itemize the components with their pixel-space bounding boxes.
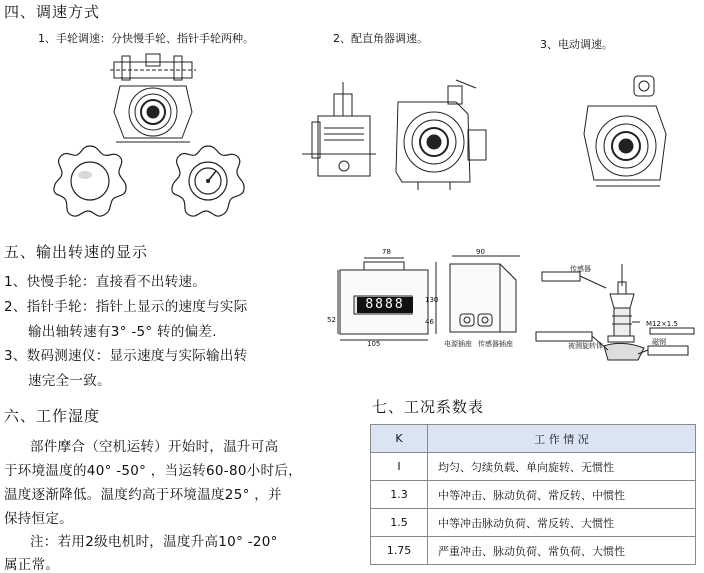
humidity-line-3: 温度逐渐降低。温度约高于环境温度25° ，并 [4,487,282,503]
display-line-1: 1、快慢手轮：直接看不出转速。 [4,274,207,290]
electric-drive-drawing [580,74,676,194]
dim-130: 130 [425,296,439,304]
tachometer-back-drawing [438,250,524,346]
header-condition: 工 作 情 况 [428,425,696,453]
section7-title: 七、工况系数表 [372,398,485,416]
digit-display: 8888 [357,297,413,313]
dim-90: 90 [476,248,485,256]
dim-52: 52 [327,316,336,324]
display-line-4: 3、数码测速仪：显示速度与实际输出转 [4,348,248,364]
display-line-2: 2、指针手轮：指针上显示的速度与实际 [4,299,248,315]
slow-handwheel-knob [52,143,128,219]
label-sensor: 传感器 [570,265,591,273]
method-electric: 3、电动调速。 [540,38,613,51]
dim-46: 46 [425,318,434,326]
cell-k: 1.3 [371,481,428,509]
table-row [371,453,696,481]
section6-title: 六、工作湿度 [4,407,101,425]
cell-condition: 严重冲击、脉动负荷、常负荷、大惯性 [428,537,696,565]
table-header-row [371,425,696,453]
cell-condition: 中等冲击、脉动负荷、常反转、中惯性 [428,481,696,509]
label-magnet: 磁钢 [652,338,666,346]
method-right-angle: 2、配直角器调速。 [333,32,428,45]
display-line-5: 速完全一致。 [28,373,111,389]
humidity-line-4: 保持恒定。 [4,511,73,527]
dim-78: 78 [382,248,391,256]
table-row [371,537,696,565]
table-row [371,481,696,509]
humidity-line-1: 部件摩合（空机运转）开始时，温升可高 [30,439,279,455]
humidity-line-2: 于环境温度的40° -50° ，当运转60-80小时后， [4,463,302,479]
label-power-socket: 电源插座 [444,340,472,348]
service-factor-table [370,424,696,565]
cell-condition: 中等冲击脉动负荷、常反转、大惯性 [428,509,696,537]
humidity-line-5: 注：若用2级电机时，温度升高10° -20° [30,534,278,550]
cell-k: 1.5 [371,509,428,537]
label-sensor-socket: 传感器插座 [478,340,513,348]
table-row [371,509,696,537]
cell-k: I [371,453,428,481]
cell-condition: 均匀、匀续负载、单向旋转、无惯性 [428,453,696,481]
method-handwheel: 1、手轮调速：分快慢手轮、指针手轮两种。 [38,32,254,45]
sensor-assembly-drawing [534,256,702,376]
dim-105: 105 [367,340,381,348]
right-angle-drawing [298,80,494,198]
section5-title: 五、输出转速的显示 [4,243,149,261]
pointer-handwheel-knob [170,143,246,219]
section4-title: 四、调速方式 [4,3,101,21]
header-k: K [371,425,428,453]
humidity-line-6: 属正常。 [4,557,60,573]
label-thread: M12×1.5 [646,320,678,328]
cell-k: 1.75 [371,537,428,565]
handwheel-drawing [108,52,198,144]
label-measured-body: 被测旋转体 [568,342,603,350]
display-line-3: 输出轴转速有3° -5° 转的偏差. [28,324,217,340]
